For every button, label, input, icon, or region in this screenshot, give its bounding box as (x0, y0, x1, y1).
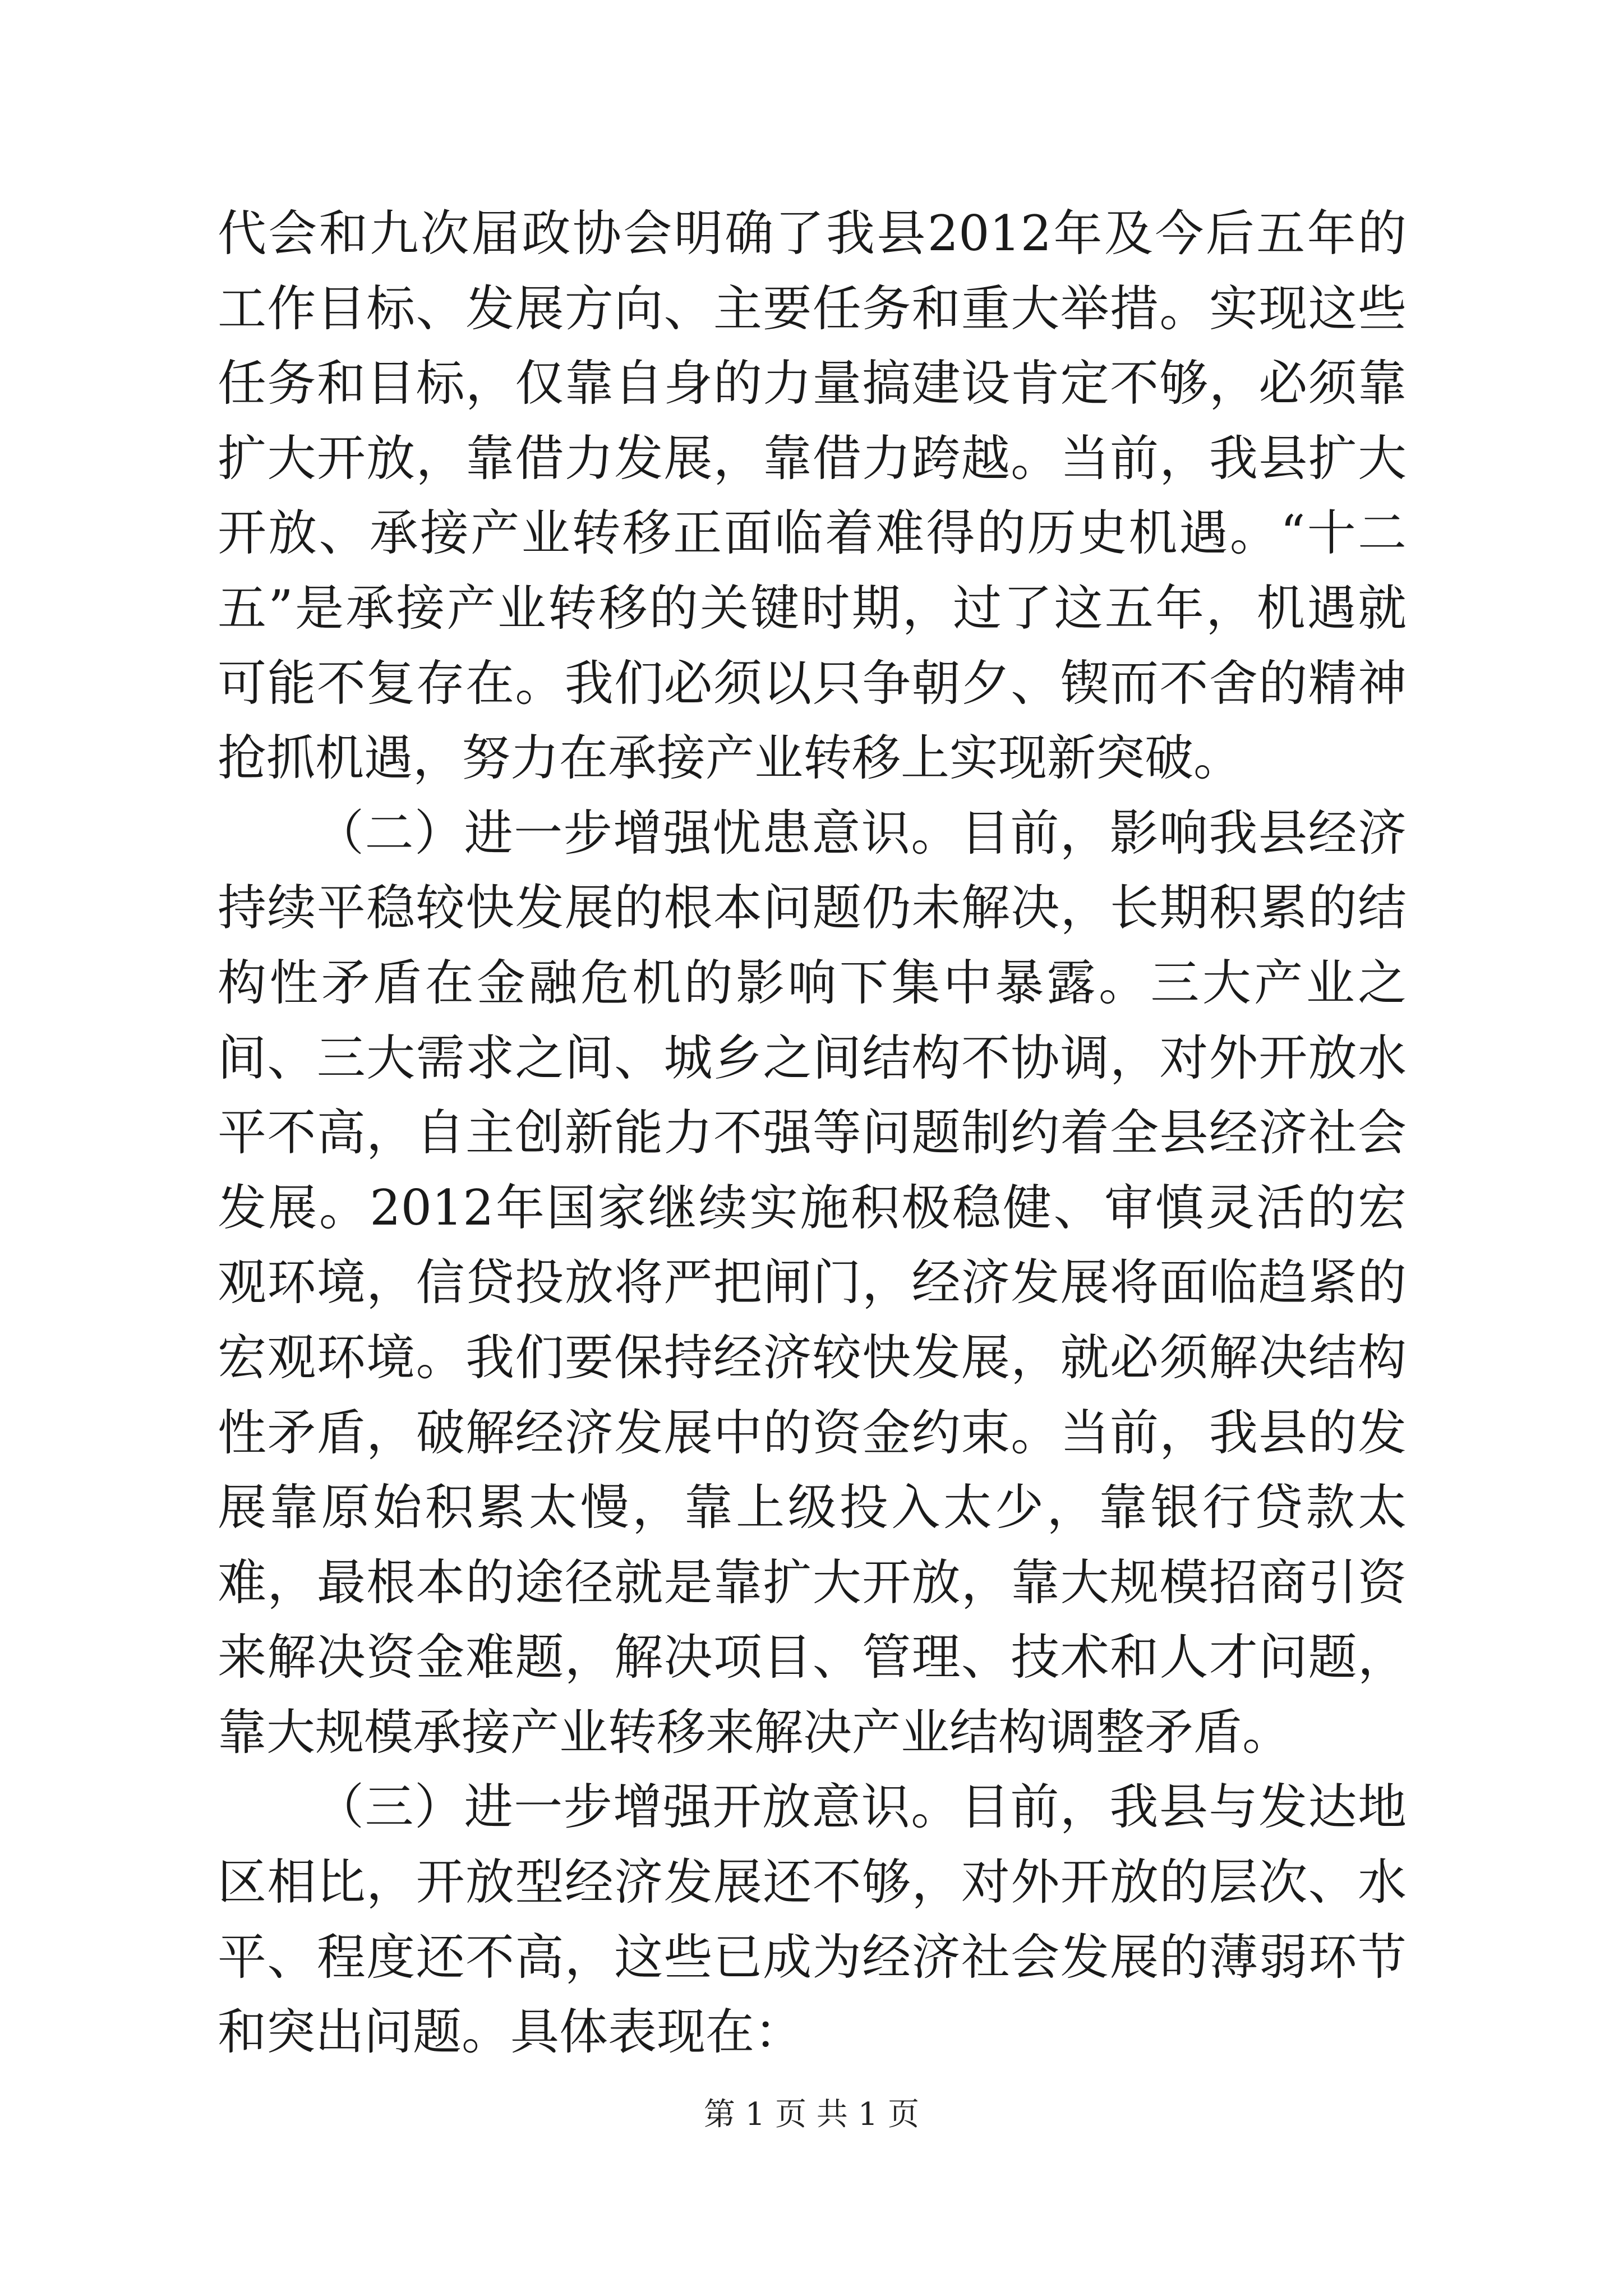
document-body (218, 196, 1407, 2070)
paragraph-section-three: （三）进一步增强开放意识。目前，我县与发达地区相比，开放型经济发展还不够，对外开放的层次、水平、程度还不高，这些已成为经济社会发展的薄弱环节和突出问题。具体表现在： (218, 1778, 1407, 2061)
page-footer: 第 1 页 共 1 页 (703, 2096, 920, 2133)
paragraph-continuation: 代会和九次届政协会明确了我县2012年及今后五年的工作目标、发展方向、主要任务和重大举措。实现这些任务和目标，仅靠自身的力量搞建设肯定不够，必须靠扩大开放，靠借力发展，靠借力跨越。当前，我县扩大开放、承接产业转移正面临着难得的历史机遇。“十二五”是承接产业转移的关键时期，过了这五年，机遇就可能不复存在。我们必须以只争朝夕、锲而不舍的精神抢抓机遇，努力在承接产业转移上实现新突破。 (218, 205, 1407, 787)
paragraph-section-two: （二）进一步增强忧患意识。目前，影响我县经济持续平稳较快发展的根本问题仍未解决，长期积累的结构性矛盾在金融危机的影响下集中暴露。三大产业之间、三大需求之间、城乡之间结构不协调，对外开放水平不高，自主创新能力不强等问题制约着全县经济社会发展。2012年国家继续实施积极稳健、审慎灵活的宏观环境，信贷投放将严把闸门，经济发展将面临趋紧的宏观环境。我们要保持经济较快发展，就必须解决结构性矛盾，破解经济发展中的资金约束。当前，我县的发展靠原始积累太慢，靠上级投入太少，靠银行贷款太难，最根本的途径就是靠扩大开放，靠大规模招商引资来解决资金难题，解决项目、管理、技术和人才问题，靠大规模承接产业转移来解决产业结构调整矛盾。 (218, 804, 1407, 1761)
